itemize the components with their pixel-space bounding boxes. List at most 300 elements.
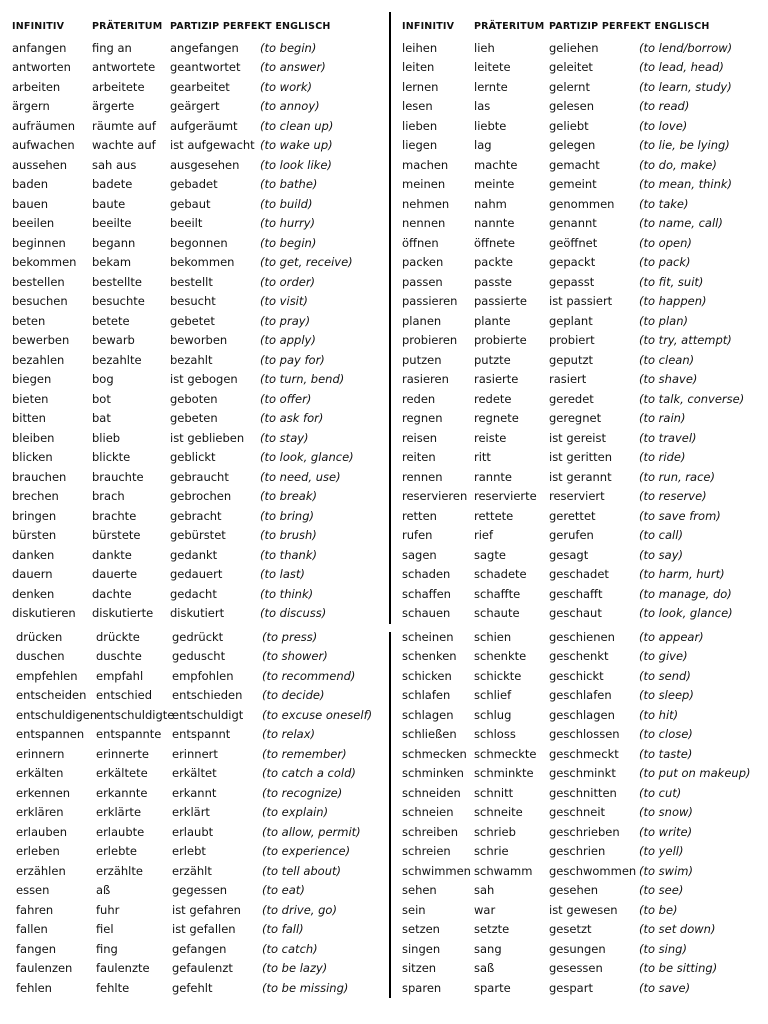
table-header: [402, 18, 758, 35]
verb-row: [12, 448, 384, 468]
english-cell: (to call): [639, 528, 683, 543]
infinitive-cell: lieben: [402, 118, 438, 133]
verb-row: [402, 97, 758, 117]
verb-row: [402, 666, 758, 686]
english-cell: (to name, call): [639, 216, 723, 231]
infinitive-cell: schneiden: [402, 785, 461, 800]
verb-row: [12, 194, 384, 214]
verb-row: [16, 666, 386, 686]
english-cell: (to break): [260, 489, 317, 504]
infinitive-cell: fangen: [16, 941, 57, 956]
partizip-cell: empfohlen: [172, 668, 234, 683]
infinitive-cell: passieren: [402, 294, 458, 309]
partizip-cell: geschenkt: [549, 649, 609, 664]
praeteritum-cell: baute: [92, 196, 126, 211]
verb-row: [12, 526, 384, 546]
english-cell: (to write): [639, 824, 693, 839]
infinitive-cell: baden: [12, 177, 49, 192]
infinitive-cell: sein: [402, 902, 426, 917]
infinitive-cell: nehmen: [402, 196, 450, 211]
infinitive-cell: dauern: [12, 567, 53, 582]
infinitive-cell: aufräumen: [12, 118, 76, 133]
partizip-cell: erlaubt: [172, 824, 214, 839]
english-cell: (to order): [260, 274, 316, 289]
praeteritum-cell: brach: [92, 489, 125, 504]
english-cell: (to send): [639, 668, 691, 683]
english-cell: (to remember): [262, 746, 347, 761]
verb-row: [402, 764, 758, 784]
infinitive-cell: erinnern: [16, 746, 65, 761]
infinitive-cell: erklären: [16, 805, 64, 820]
english-cell: (to cut): [639, 785, 682, 800]
verb-row: [12, 311, 384, 331]
praeteritum-cell: fing an: [92, 40, 132, 55]
english-cell: (to take): [639, 196, 689, 211]
verb-rows: [402, 38, 758, 623]
partizip-cell: geregnet: [549, 411, 602, 426]
english-cell: (to snow): [639, 805, 693, 820]
english-cell: (to read): [639, 99, 690, 114]
english-cell: (to ask for): [260, 411, 324, 426]
infinitive-cell: rufen: [402, 528, 433, 543]
partizip-cell: geschrieben: [549, 824, 620, 839]
praeteritum-cell: fuhr: [96, 902, 120, 917]
infinitive-cell: bezahlen: [12, 352, 65, 367]
infinitive-cell: blicken: [12, 450, 53, 465]
infinitive-cell: reisen: [402, 430, 438, 445]
verb-row: [402, 77, 758, 97]
partizip-cell: geschafft: [549, 586, 603, 601]
english-cell: (to recommend): [262, 668, 356, 683]
english-cell: (to thank): [260, 547, 317, 562]
praeteritum-cell: reiste: [474, 430, 507, 445]
english-cell: (to catch): [262, 941, 318, 956]
praeteritum-cell: sah: [474, 883, 495, 898]
verb-row: [12, 175, 384, 195]
verb-row: [16, 744, 386, 764]
verb-row: [12, 331, 384, 351]
partizip-cell: reserviert: [549, 489, 605, 504]
partizip-cell: geblickt: [170, 450, 216, 465]
english-cell: (to look, glance): [639, 606, 733, 621]
english-cell: (to pray): [260, 313, 311, 328]
partizip-cell: gebrochen: [170, 489, 232, 504]
partizip-cell: entschieden: [172, 688, 243, 703]
english-cell: (to open): [639, 235, 692, 250]
english-cell: (to annoy): [260, 99, 320, 114]
infinitive-cell: entscheiden: [16, 688, 87, 703]
praeteritum-cell: schnitt: [474, 785, 514, 800]
english-cell: (to give): [639, 649, 688, 664]
header-partizip: PARTIZIP PERFEKT: [170, 21, 272, 32]
praeteritum-cell: betete: [92, 313, 130, 328]
partizip-cell: gegessen: [172, 883, 228, 898]
partizip-cell: geschlagen: [549, 707, 615, 722]
praeteritum-cell: bog: [92, 372, 114, 387]
partizip-cell: gebraucht: [170, 469, 229, 484]
praeteritum-cell: meinte: [474, 177, 515, 192]
verb-row: [16, 939, 386, 959]
praeteritum-cell: räumte auf: [92, 118, 156, 133]
partizip-cell: rasiert: [549, 372, 587, 387]
infinitive-cell: ärgern: [12, 99, 50, 114]
partizip-cell: geredet: [549, 391, 594, 406]
english-cell: (to think): [260, 586, 314, 601]
english-cell: (to be sitting): [639, 961, 718, 976]
infinitive-cell: passen: [402, 274, 443, 289]
english-cell: (to turn, bend): [260, 372, 345, 387]
infinitive-cell: erlauben: [16, 824, 67, 839]
partizip-cell: ist aufgewacht: [170, 138, 255, 153]
verb-row: [402, 350, 758, 370]
english-cell: (to press): [262, 629, 318, 644]
infinitive-cell: retten: [402, 508, 437, 523]
praeteritum-cell: öffnete: [474, 235, 515, 250]
praeteritum-cell: schneite: [474, 805, 523, 820]
header-partizip: PARTIZIP PERFEKT: [549, 21, 651, 32]
english-cell: (to sleep): [639, 688, 694, 703]
verb-table-right-top: [402, 18, 758, 623]
praeteritum-cell: aß: [96, 883, 111, 898]
english-cell: (to appear): [639, 629, 704, 644]
verb-row: [16, 842, 386, 862]
verb-row: [12, 136, 384, 156]
partizip-cell: gearbeitet: [170, 79, 230, 94]
partizip-cell: probiert: [549, 333, 595, 348]
verb-row: [12, 584, 384, 604]
english-cell: (to put on makeup): [639, 766, 751, 781]
english-cell: (to plan): [639, 313, 689, 328]
infinitive-cell: putzen: [402, 352, 442, 367]
verb-table-left-bottom: [16, 627, 386, 998]
infinitive-cell: besuchen: [12, 294, 68, 309]
infinitive-cell: entschuldigen: [16, 707, 98, 722]
infinitive-cell: probieren: [402, 333, 458, 348]
english-cell: (to mean, think): [639, 177, 733, 192]
verb-row: [402, 331, 758, 351]
verb-row: [12, 545, 384, 565]
praeteritum-cell: schickte: [474, 668, 522, 683]
praeteritum-cell: sang: [474, 941, 502, 956]
verb-row: [402, 705, 758, 725]
english-cell: (to shower): [262, 649, 328, 664]
verb-row: [12, 214, 384, 234]
partizip-cell: beworben: [170, 333, 228, 348]
partizip-cell: erinnert: [172, 746, 218, 761]
infinitive-cell: fallen: [16, 922, 48, 937]
praeteritum-cell: saß: [474, 961, 495, 976]
partizip-cell: erkältet: [172, 766, 217, 781]
verb-row: [16, 861, 386, 881]
english-cell: (to pack): [639, 255, 691, 270]
verb-row: [402, 803, 758, 823]
verb-row: [16, 803, 386, 823]
praeteritum-cell: schenkte: [474, 649, 527, 664]
infinitive-cell: lesen: [402, 99, 433, 114]
english-cell: (to drive, go): [262, 902, 337, 917]
verb-row: [402, 861, 758, 881]
verb-rows: [12, 38, 384, 623]
infinitive-cell: bitten: [12, 411, 46, 426]
verb-row: [16, 920, 386, 940]
partizip-cell: ist passiert: [549, 294, 613, 309]
partizip-cell: gebürstet: [170, 528, 226, 543]
praeteritum-cell: rasierte: [474, 372, 519, 387]
praeteritum-cell: lag: [474, 138, 492, 153]
praeteritum-cell: sagte: [474, 547, 506, 562]
partizip-cell: ist gewesen: [549, 902, 618, 917]
infinitive-cell: aufwachen: [12, 138, 75, 153]
english-cell: (to sing): [639, 941, 687, 956]
partizip-cell: gemeint: [549, 177, 597, 192]
english-cell: (to manage, do): [639, 586, 732, 601]
praeteritum-cell: bestellte: [92, 274, 142, 289]
praeteritum-cell: wachte auf: [92, 138, 156, 153]
english-cell: (to experience): [262, 844, 351, 859]
praeteritum-cell: bekam: [92, 255, 132, 270]
english-cell: (to travel): [639, 430, 697, 445]
praeteritum-cell: ärgerte: [92, 99, 135, 114]
verb-row: [402, 175, 758, 195]
english-cell: (to brush): [260, 528, 317, 543]
praeteritum-cell: schloss: [474, 727, 516, 742]
column-divider: [389, 632, 391, 998]
praeteritum-cell: erlaubte: [96, 824, 145, 839]
verb-row: [402, 194, 758, 214]
partizip-cell: gerettet: [549, 508, 596, 523]
infinitive-cell: bringen: [12, 508, 57, 523]
verb-row: [402, 214, 758, 234]
praeteritum-cell: rettete: [474, 508, 514, 523]
praeteritum-cell: nannte: [474, 216, 515, 231]
praeteritum-cell: reservierte: [474, 489, 537, 504]
infinitive-cell: fahren: [16, 902, 54, 917]
english-cell: (to fit, suit): [639, 274, 704, 289]
praeteritum-cell: machte: [474, 157, 518, 172]
praeteritum-cell: plante: [474, 313, 511, 328]
praeteritum-cell: putzte: [474, 352, 511, 367]
praeteritum-cell: nahm: [474, 196, 507, 211]
praeteritum-cell: erlebte: [96, 844, 137, 859]
english-cell: (to allow, permit): [262, 824, 361, 839]
praeteritum-cell: dauerte: [92, 567, 138, 582]
partizip-cell: geputzt: [549, 352, 594, 367]
verb-row: [16, 959, 386, 979]
verb-row: [402, 506, 758, 526]
verb-row: [402, 292, 758, 312]
verb-row: [402, 272, 758, 292]
praeteritum-cell: sparte: [474, 980, 511, 995]
partizip-cell: erlebt: [172, 844, 206, 859]
english-cell: (to need, use): [260, 469, 341, 484]
infinitive-cell: schmecken: [402, 746, 467, 761]
partizip-cell: gefangen: [172, 941, 227, 956]
praeteritum-cell: dankte: [92, 547, 132, 562]
english-cell: (to ride): [639, 450, 686, 465]
partizip-cell: geöffnet: [549, 235, 598, 250]
praeteritum-cell: schwamm: [474, 863, 533, 878]
partizip-cell: erklärt: [172, 805, 210, 820]
partizip-cell: geschickt: [549, 668, 604, 683]
verb-row: [12, 604, 384, 624]
verb-row: [402, 604, 758, 624]
praeteritum-cell: schaute: [474, 606, 520, 621]
praeteritum-cell: schminkte: [474, 766, 534, 781]
partizip-cell: gelesen: [549, 99, 595, 114]
praeteritum-cell: schmeckte: [474, 746, 537, 761]
praeteritum-cell: ritt: [474, 450, 491, 465]
header-infinitiv: INFINITIV: [12, 21, 65, 32]
verb-row: [402, 584, 758, 604]
praeteritum-cell: rief: [474, 528, 494, 543]
partizip-cell: gepackt: [549, 255, 596, 270]
verb-row: [16, 783, 386, 803]
verb-row: [402, 136, 758, 156]
infinitive-cell: biegen: [12, 372, 52, 387]
infinitive-cell: erleben: [16, 844, 60, 859]
verb-row: [16, 627, 386, 647]
partizip-cell: geleitet: [549, 60, 593, 75]
praeteritum-cell: rannte: [474, 469, 512, 484]
praeteritum-cell: blieb: [92, 430, 121, 445]
infinitive-cell: beginnen: [12, 235, 66, 250]
praeteritum-cell: bewarb: [92, 333, 135, 348]
verb-row: [402, 487, 758, 507]
partizip-cell: gesehen: [549, 883, 599, 898]
infinitive-cell: singen: [402, 941, 441, 956]
verb-row: [16, 881, 386, 901]
praeteritum-cell: erkältete: [96, 766, 148, 781]
english-cell: (to bathe): [260, 177, 318, 192]
infinitive-cell: schenken: [402, 649, 457, 664]
verb-row: [402, 526, 758, 546]
partizip-cell: gerufen: [549, 528, 594, 543]
praeteritum-cell: entschuldigte: [96, 707, 175, 722]
verb-row: [402, 920, 758, 940]
infinitive-cell: schlagen: [402, 707, 454, 722]
partizip-cell: ist gerannt: [549, 469, 612, 484]
verb-row: [402, 822, 758, 842]
infinitive-cell: schwimmen: [402, 863, 471, 878]
header-praeteritum: PRÄTERITUM: [92, 21, 163, 32]
partizip-cell: gepasst: [549, 274, 595, 289]
infinitive-cell: leihen: [402, 40, 438, 55]
praeteritum-cell: erinnerte: [96, 746, 149, 761]
infinitive-cell: duschen: [16, 649, 65, 664]
partizip-cell: gefaulenzt: [172, 961, 233, 976]
praeteritum-cell: leitete: [474, 60, 511, 75]
partizip-cell: gebetet: [170, 313, 215, 328]
verb-row: [402, 116, 758, 136]
infinitive-cell: schneien: [402, 805, 454, 820]
verb-row: [402, 627, 758, 647]
verb-row: [402, 939, 758, 959]
partizip-cell: ist gefallen: [172, 922, 236, 937]
infinitive-cell: setzen: [402, 922, 440, 937]
partizip-cell: gemacht: [549, 157, 600, 172]
infinitive-cell: antworten: [12, 60, 71, 75]
verb-row: [12, 38, 384, 58]
verb-row: [402, 253, 758, 273]
column-divider: [389, 12, 391, 624]
praeteritum-cell: sah aus: [92, 157, 137, 172]
english-cell: (to happen): [639, 294, 707, 309]
praeteritum-cell: schlug: [474, 707, 512, 722]
praeteritum-cell: fehlte: [96, 980, 130, 995]
partizip-cell: gesessen: [549, 961, 603, 976]
english-cell: (to get, receive): [260, 255, 353, 270]
english-cell: (to yell): [639, 844, 684, 859]
verb-row: [12, 77, 384, 97]
verb-row: [12, 233, 384, 253]
infinitive-cell: erkennen: [16, 785, 71, 800]
partizip-cell: genommen: [549, 196, 615, 211]
english-cell: (to answer): [260, 60, 326, 75]
partizip-cell: ist geritten: [549, 450, 613, 465]
partizip-cell: bekommen: [170, 255, 235, 270]
praeteritum-cell: las: [474, 99, 491, 114]
verb-row: [12, 58, 384, 78]
english-cell: (to tell about): [262, 863, 341, 878]
english-cell: (to pay for): [260, 352, 325, 367]
praeteritum-cell: setzte: [474, 922, 510, 937]
praeteritum-cell: schrie: [474, 844, 509, 859]
partizip-cell: gebaut: [170, 196, 211, 211]
partizip-cell: gefehlt: [172, 980, 213, 995]
infinitive-cell: schreiben: [402, 824, 459, 839]
verb-row: [12, 467, 384, 487]
verb-row: [402, 842, 758, 862]
english-cell: (to last): [260, 567, 305, 582]
infinitive-cell: öffnen: [402, 235, 439, 250]
partizip-cell: geschaut: [549, 606, 602, 621]
verb-row: [402, 545, 758, 565]
infinitive-cell: sitzen: [402, 961, 437, 976]
infinitive-cell: bewerben: [12, 333, 70, 348]
partizip-cell: diskutiert: [170, 606, 225, 621]
infinitive-cell: entspannen: [16, 727, 85, 742]
partizip-cell: besucht: [170, 294, 216, 309]
infinitive-cell: liegen: [402, 138, 438, 153]
infinitive-cell: essen: [16, 883, 50, 898]
partizip-cell: ausgesehen: [170, 157, 240, 172]
infinitive-cell: drücken: [16, 629, 63, 644]
english-cell: (to eat): [262, 883, 305, 898]
verb-rows: [402, 627, 758, 998]
verb-row: [16, 764, 386, 784]
partizip-cell: gebeten: [170, 411, 218, 426]
infinitive-cell: bürsten: [12, 528, 57, 543]
header-englisch: ENGLISCH: [275, 21, 331, 32]
infinitive-cell: schaden: [402, 567, 451, 582]
verb-rows: [16, 627, 386, 998]
praeteritum-cell: passte: [474, 274, 512, 289]
praeteritum-cell: fiel: [96, 922, 114, 937]
praeteritum-cell: probierte: [474, 333, 527, 348]
partizip-cell: geschneit: [549, 805, 606, 820]
infinitive-cell: faulenzen: [16, 961, 73, 976]
praeteritum-cell: beeilte: [92, 216, 132, 231]
infinitive-cell: anfangen: [12, 40, 67, 55]
praeteritum-cell: redete: [474, 391, 512, 406]
praeteritum-cell: war: [474, 902, 496, 917]
english-cell: (to offer): [260, 391, 312, 406]
infinitive-cell: beeilen: [12, 216, 55, 231]
praeteritum-cell: erkannte: [96, 785, 148, 800]
english-cell: (to hit): [639, 707, 679, 722]
english-cell: (to visit): [260, 294, 308, 309]
english-cell: (to clean): [639, 352, 695, 367]
